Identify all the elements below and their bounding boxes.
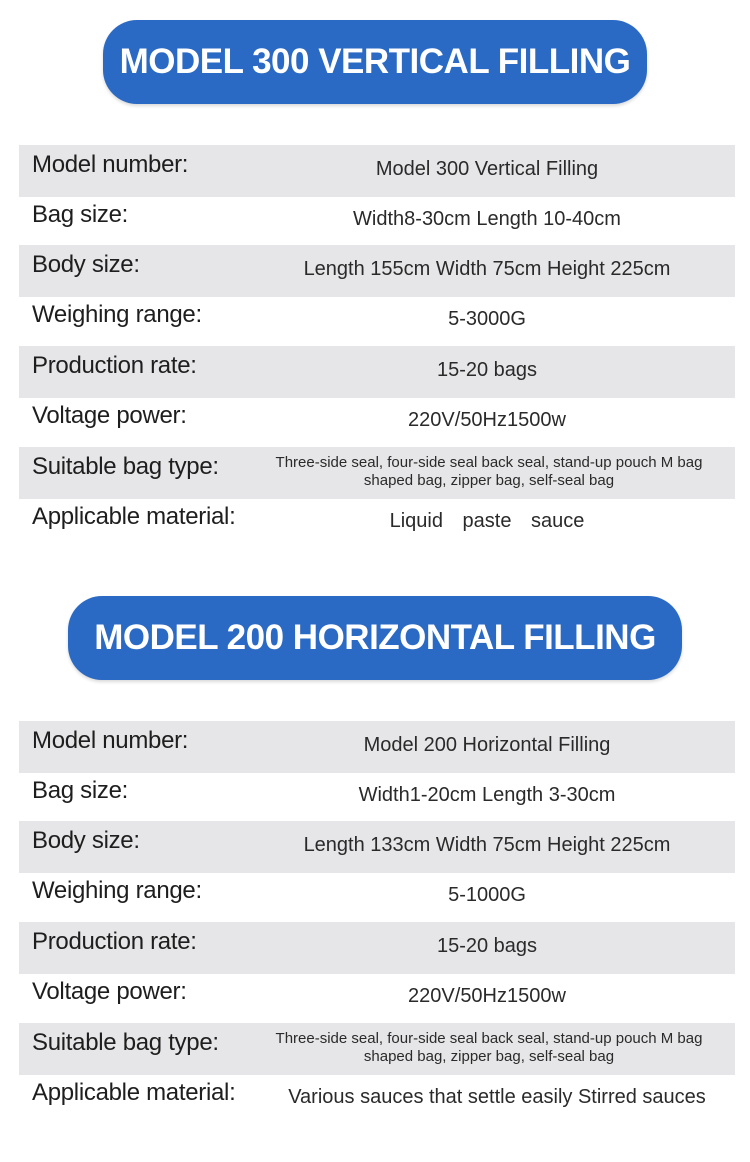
spec-label: Voltage power: [32, 978, 187, 1005]
spec-row-model-number [19, 721, 735, 773]
spec-row-weighing-range [19, 871, 735, 923]
spec-row-bag-size [19, 771, 735, 823]
spec-label: Weighing range: [32, 877, 202, 904]
spec-row-production-rate [19, 346, 735, 398]
section-title: MODEL 300 VERTICAL FILLING [103, 20, 647, 104]
spec-label: Suitable bag type: [32, 453, 219, 480]
spec-label: Weighing range: [32, 301, 202, 328]
spec-row-body-size [19, 245, 735, 297]
spec-value: Width8-30cm Length 10-40cm [353, 208, 621, 230]
spec-value-line: Three-side seal, four-side seal back seal, stand-up pouch M bag [275, 1030, 703, 1047]
spec-row-applicable-material [19, 497, 735, 549]
spec-label: Suitable bag type: [32, 1029, 219, 1056]
spec-value: Various sauces that settle easily Stirred sauces [288, 1086, 706, 1108]
section-title: MODEL 200 HORIZONTAL FILLING [68, 596, 682, 680]
spec-label: Model number: [32, 151, 189, 178]
spec-value-line: shaped bag, zipper bag, self-seal bag [363, 1048, 615, 1065]
spec-label: Bag size: [32, 201, 129, 228]
spec-row-voltage-power [19, 972, 735, 1024]
spec-value-line: shaped bag, zipper bag, self-seal bag [363, 472, 615, 489]
spec-value-line: Three-side seal, four-side seal back seal, stand-up pouch M bag [275, 454, 703, 471]
spec-row-production-rate [19, 922, 735, 974]
spec-value [249, 1030, 729, 1066]
spec-value: Length 133cm Width 75cm Height 225cm [303, 834, 671, 856]
spec-value: 15-20 bags [436, 935, 538, 957]
spec-row-voltage-power [19, 396, 735, 448]
spec-row-suitable-bag-type [19, 447, 735, 499]
spec-row-weighing-range [19, 295, 735, 347]
spec-label: Production rate: [32, 352, 197, 379]
spec-value: 15-20 bags [436, 359, 538, 381]
spec-row-model-number [19, 145, 735, 197]
spec-label: Production rate: [32, 928, 197, 955]
spec-value: Liquid paste sauce [389, 510, 585, 532]
spec-value: Model 200 Horizontal Filling [363, 734, 611, 756]
spec-value: 220V/50Hz1500w [408, 409, 566, 431]
spec-label: Bag size: [32, 777, 129, 804]
spec-row-bag-size [19, 195, 735, 247]
spec-row-applicable-material [19, 1073, 735, 1125]
spec-value: 5-3000G [448, 308, 526, 330]
spec-value: Model 300 Vertical Filling [375, 158, 599, 180]
spec-row-body-size [19, 821, 735, 873]
spec-label: Body size: [32, 827, 140, 854]
spec-value: Length 155cm Width 75cm Height 225cm [303, 258, 671, 280]
spec-label: Applicable material: [32, 503, 236, 530]
spec-value [249, 454, 729, 490]
spec-row-suitable-bag-type [19, 1023, 735, 1075]
spec-label: Body size: [32, 251, 140, 278]
spec-label: Model number: [32, 727, 189, 754]
spec-value: 220V/50Hz1500w [408, 985, 566, 1007]
spec-label: Applicable material: [32, 1079, 236, 1106]
spec-value: 5-1000G [448, 884, 526, 906]
spec-value: Width1-20cm Length 3-30cm [358, 784, 616, 806]
spec-label: Voltage power: [32, 402, 187, 429]
